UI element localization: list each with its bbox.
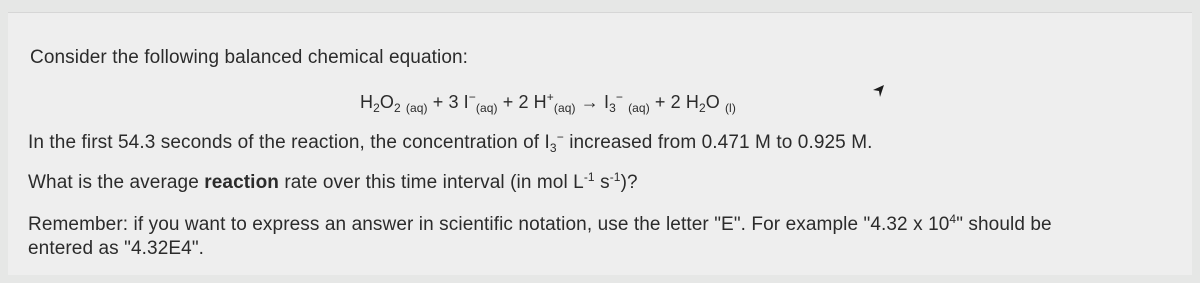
sentence2-exp2: -1 xyxy=(609,170,621,184)
sentence2-before: What is the average xyxy=(28,172,205,193)
h2o2-sub2: 2 xyxy=(394,101,401,115)
sentence1-after: increased from 0.471 M to 0.925 M. xyxy=(563,132,873,153)
water-sub: 2 xyxy=(698,101,706,115)
remember-exp: 4 xyxy=(949,212,957,226)
triiodide-charge: − xyxy=(615,90,623,104)
sentence2-bold: reaction xyxy=(204,172,279,193)
remember-before: Remember: if you want to express an answer in scientific notation, use the letter "E". For example "4.32 x 10 xyxy=(28,214,950,235)
sentence-concentration xyxy=(28,130,873,155)
remember-line1 xyxy=(28,212,1052,236)
h2o2-sub1: 2 xyxy=(373,101,380,115)
h2o2-state: (aq) xyxy=(405,101,428,115)
sentence2-middle: rate over this time interval (in mol L xyxy=(278,172,584,193)
remember-line2: entered as "4.32E4". xyxy=(28,238,205,259)
triiodide-sub: 3 xyxy=(609,101,616,115)
remember-after: " should be xyxy=(956,214,1052,235)
plus-iodide: + 3 I xyxy=(432,92,469,112)
h2o2-o: O xyxy=(379,92,394,112)
sentence1-charge: − xyxy=(556,130,564,144)
sentence-question xyxy=(28,170,638,194)
sentence1-sub: 3 xyxy=(549,141,557,155)
chemical-equation xyxy=(360,90,736,115)
question-intro: Consider the following balanced chemical equation: xyxy=(30,47,469,68)
h2o2-h: H xyxy=(360,92,374,112)
sentence2-s: s xyxy=(594,172,610,193)
arrow-triiodide: → I xyxy=(580,92,610,112)
sentence1-before: In the first 54.3 seconds of the reaction, the concentration of I xyxy=(28,132,550,153)
hydrogen-state: (aq) xyxy=(553,101,576,115)
iodide-charge: − xyxy=(468,90,476,104)
triiodide-state: (aq) xyxy=(628,101,650,115)
water-state: (l) xyxy=(724,101,736,115)
sentence2-after: )? xyxy=(620,172,638,193)
hydrogen-charge: + xyxy=(546,90,554,104)
plus-water: + 2 H xyxy=(654,92,699,112)
plus-hydrogen: + 2 H xyxy=(502,92,547,112)
sentence2-exp1: -1 xyxy=(583,170,595,184)
mouse-cursor-icon xyxy=(870,82,888,100)
iodide-state: (aq) xyxy=(475,101,498,115)
water-o: O xyxy=(705,92,720,112)
